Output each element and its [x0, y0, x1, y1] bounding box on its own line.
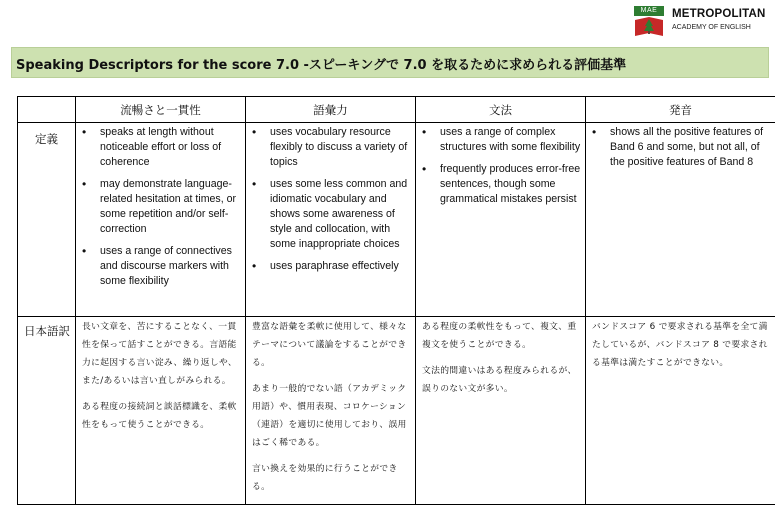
translation-fluency-cell — [76, 317, 246, 505]
logo-badge-text: MAE — [634, 6, 664, 16]
header-vocabulary: 語彙力 — [246, 97, 416, 123]
logo-badge — [634, 6, 664, 38]
descriptor-table — [17, 96, 775, 505]
translation-row — [18, 317, 775, 505]
book-tree-icon — [634, 16, 664, 38]
list-item: • uses vocabulary resource flexibly to discuss a variety of topics — [270, 125, 415, 170]
definition-grammar-cell — [416, 123, 586, 317]
academy-logo — [634, 6, 774, 40]
list-item: • uses a range of connectives and discourse markers with some flexibility — [100, 244, 245, 289]
list-item: • uses paraphrase effectively — [270, 259, 415, 274]
header-pronunciation: 発音 — [586, 97, 775, 123]
list-item: • speaks at length without noticeable effort or loss of coherence — [100, 125, 245, 170]
list-item: • may demonstrate language-related hesitation at times, or some repetition and/or self-correction — [100, 177, 245, 237]
definition-fluency-cell — [76, 123, 246, 317]
translation-paragraph: バンドスコア 6 で要求される基準を全て満たしているが、バンドスコア 8 で要求される基準は満たすことができない。 — [592, 318, 771, 372]
header-row — [18, 97, 775, 123]
logo-name: METROPOLITAN — [672, 8, 766, 20]
translation-grammar-cell — [416, 317, 586, 505]
header-cell-blank — [18, 97, 76, 123]
list-item: • shows all the positive features of Band 6 and some, but not all, of the positive features of Band 8 — [610, 125, 775, 170]
translation-paragraph: ある程度の柔軟性をもって、複文、重複文を使うことができる。 — [422, 318, 581, 354]
header-grammar: 文法 — [416, 97, 586, 123]
definition-row — [18, 123, 775, 317]
translation-paragraph: ある程度の接続詞と談話標識を、柔軟性をもって使うことができる。 — [82, 398, 241, 434]
translation-vocabulary-cell — [246, 317, 416, 505]
header-fluency: 流暢さと一貫性 — [76, 97, 246, 123]
row-label-definition: 定義 — [18, 123, 76, 317]
translation-paragraph: 文法的間違いはある程度みられるが、誤りのない文が多い。 — [422, 362, 581, 398]
translation-paragraph: 言い換えを効果的に行うことができる。 — [252, 460, 411, 496]
list-item: • uses some less common and idiomatic vocabulary and shows some awareness of style and collocation, with some inappropriate choices — [270, 177, 415, 252]
translation-pronunciation-cell — [586, 317, 775, 505]
translation-paragraph: あまり一般的でない語（アカデミック用語）や、慣用表現、コロケーション（連語）を適切に使用しており、誤用はごく稀である。 — [252, 380, 411, 452]
translation-paragraph: 長い文章を、苦にすることなく、一貫性を保って話すことができる。言語能力に起因する言い淀み、繰り返しや、また/あるいは言い直しがみられる。 — [82, 318, 241, 390]
definition-vocabulary-cell — [246, 123, 416, 317]
logo-subtitle: ACADEMY OF ENGLISH — [672, 24, 751, 31]
page-title: Speaking Descriptors for the score 7.0 -スピーキングで 7.0 を取るために求められる評価基準 — [16, 54, 626, 73]
translation-paragraph: 豊富な語彙を柔軟に使用して、様々なテーマについて議論をすることができる。 — [252, 318, 411, 372]
definition-pronunciation-cell — [586, 123, 775, 317]
title-bar — [11, 47, 769, 78]
list-item: • frequently produces error-free sentences, though some grammatical mistakes persist — [440, 162, 585, 207]
list-item: • uses a range of complex structures with some flexibility — [440, 125, 585, 155]
row-label-translation: 日本語訳 — [18, 317, 76, 505]
